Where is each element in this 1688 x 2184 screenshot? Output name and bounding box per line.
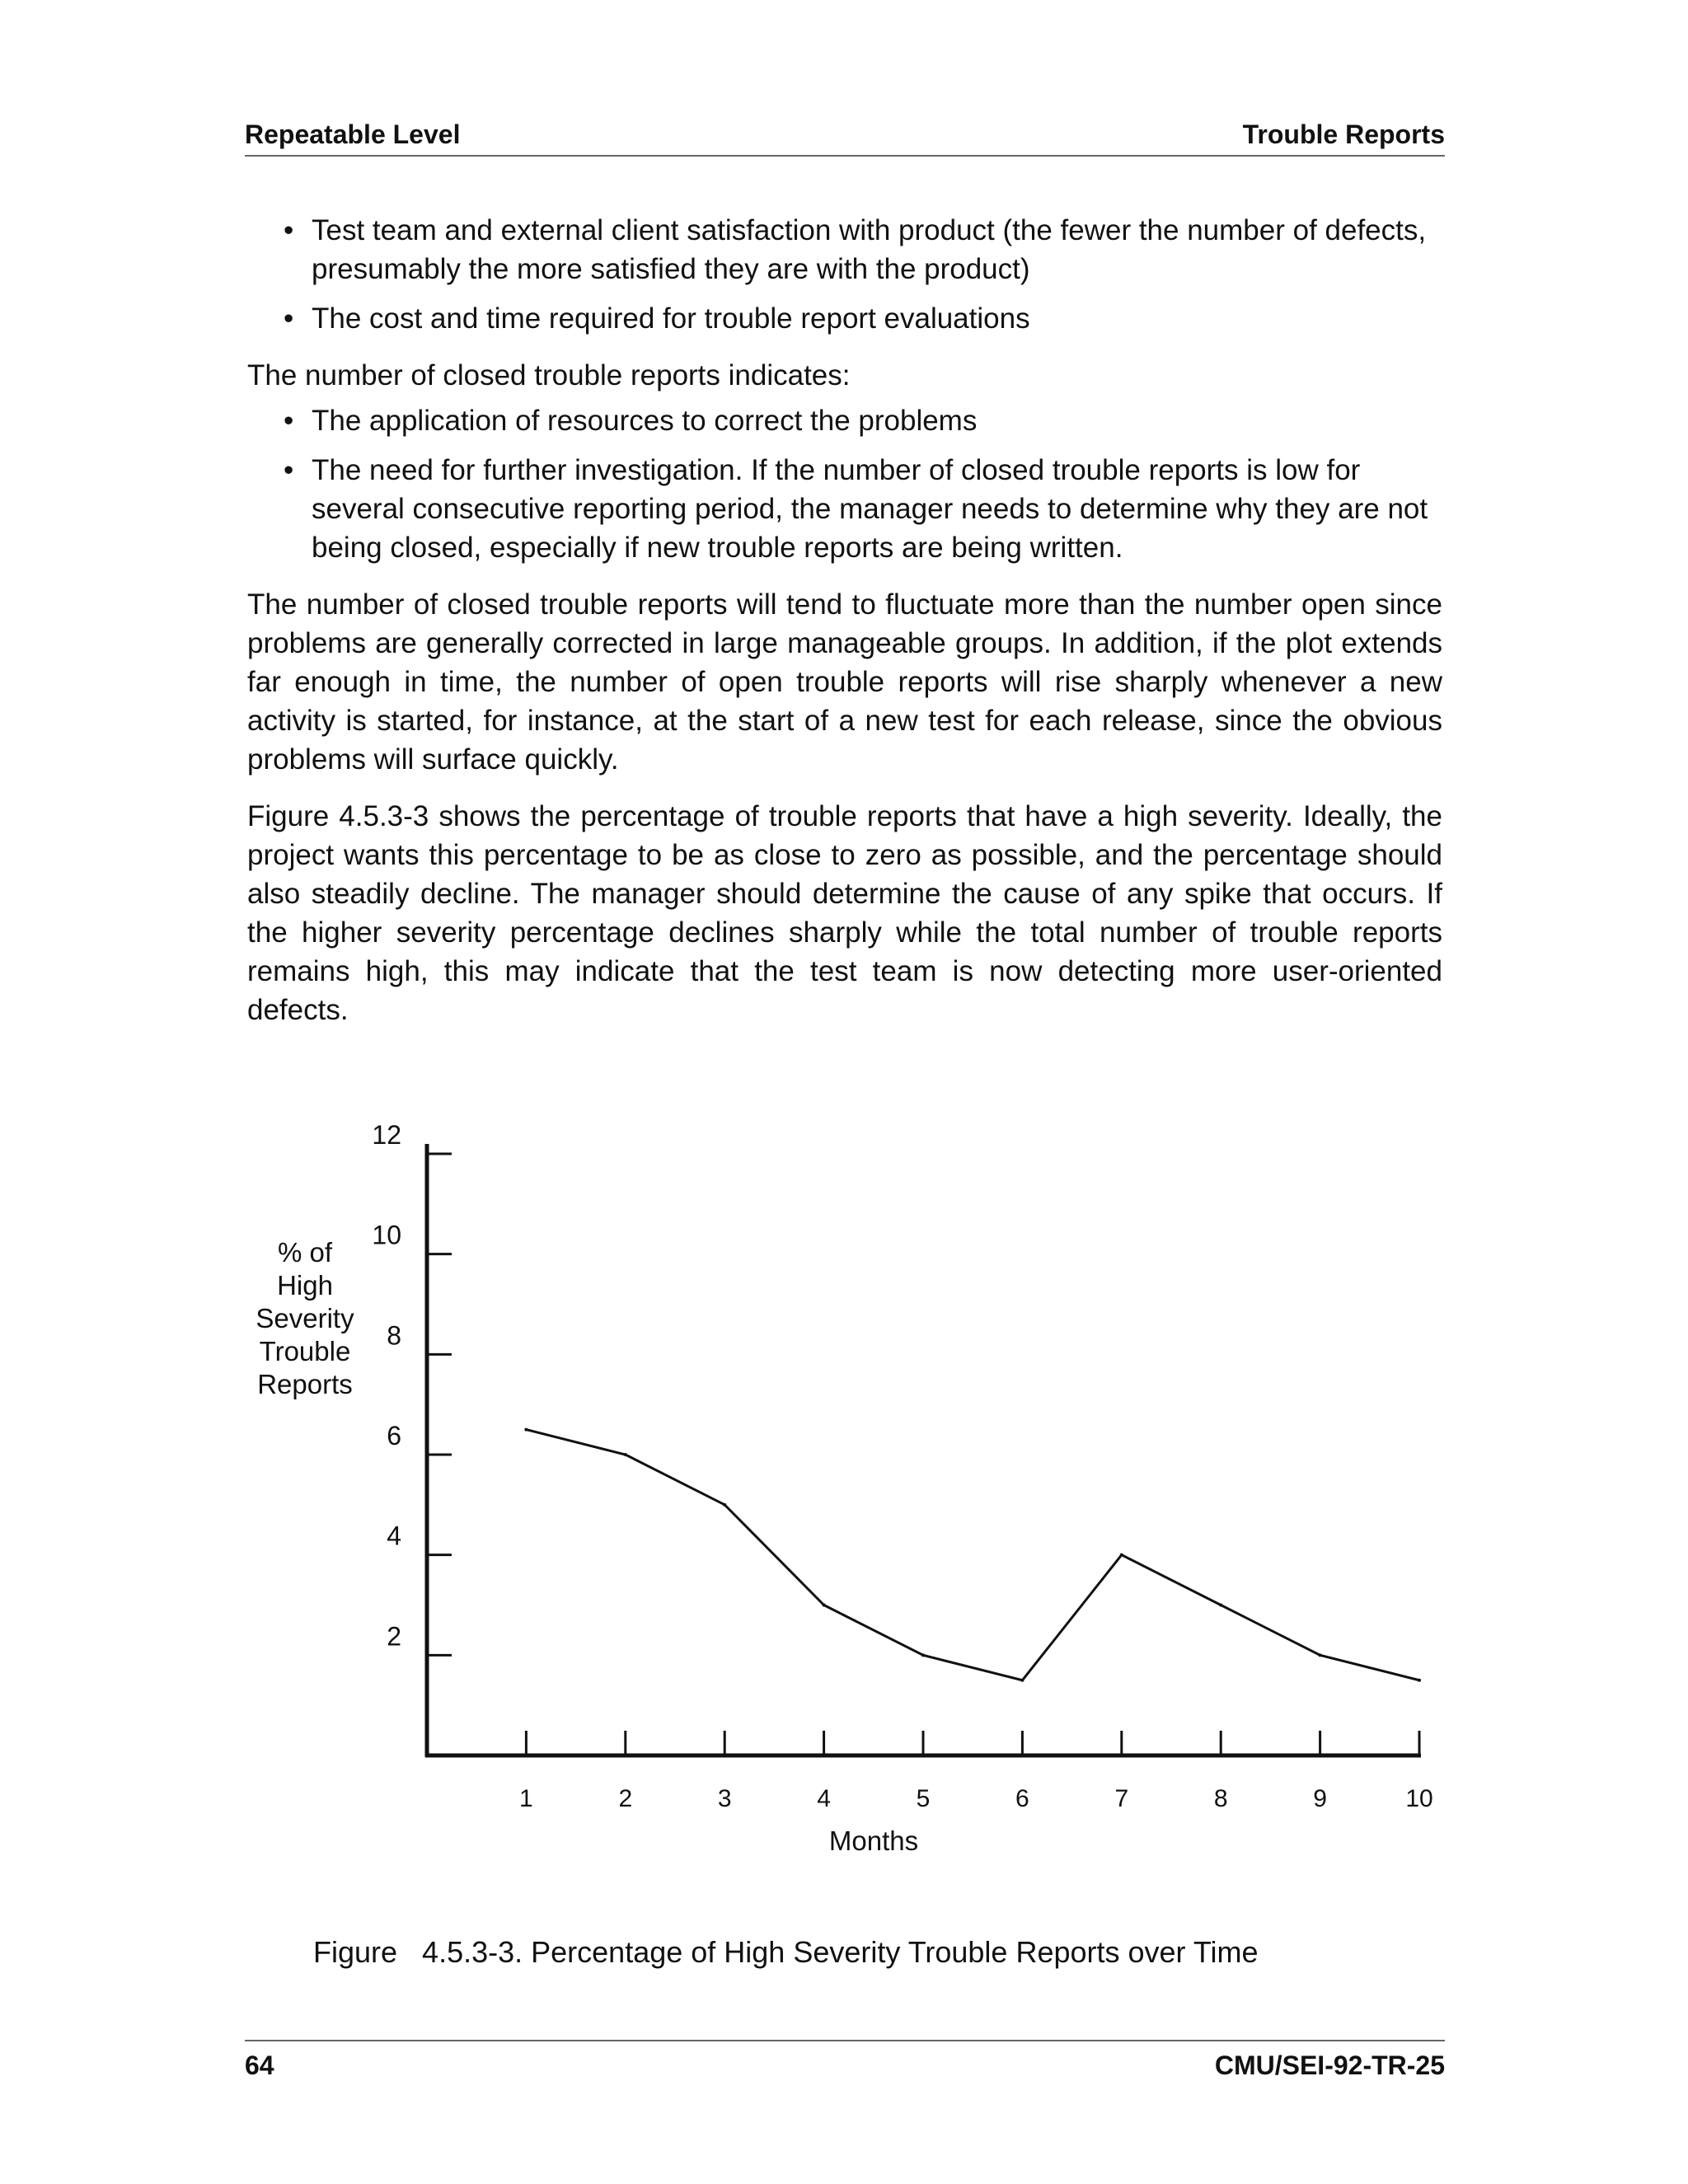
page-number: 64 xyxy=(245,2050,274,2080)
page-footer xyxy=(245,2040,1445,2081)
x-tick-label: 6 xyxy=(1015,1785,1029,1812)
closed-intro: The number of closed trouble reports indicates: xyxy=(247,359,851,391)
x-tick-label: 8 xyxy=(1213,1785,1228,1812)
data-point xyxy=(723,1503,726,1507)
document-id: CMU/SEI-92-TR-25 xyxy=(1214,2050,1445,2080)
list-item: • Test team and external client satisfaction with product (the fewer the number of defects, presumably the more satisfied they are with the product) xyxy=(247,211,1442,288)
x-axis-label: Months xyxy=(828,1825,919,1856)
header-chapter-title: Trouble Reports xyxy=(1242,120,1445,149)
data-point xyxy=(1020,1679,1024,1682)
data-point xyxy=(921,1653,925,1657)
figure-caption: Figure 4.5.3-3. Percentage of High Severity Trouble Reports over Time xyxy=(313,1935,1259,1969)
x-tick-label: 9 xyxy=(1313,1785,1327,1812)
list-item: • The application of resources to correct the problems xyxy=(247,401,1442,440)
data-point xyxy=(624,1453,627,1456)
x-tick-label: 3 xyxy=(717,1785,732,1812)
x-tick-label: 2 xyxy=(618,1785,633,1812)
header-section-title: Repeatable Level xyxy=(245,120,461,149)
x-tick-label: 4 xyxy=(817,1785,831,1812)
data-point xyxy=(524,1428,528,1432)
page-header xyxy=(245,120,1445,157)
x-tick-label: 10 xyxy=(1405,1785,1433,1812)
x-tick-label: 7 xyxy=(1114,1785,1129,1812)
list-item: • The need for further investigation. If the number of closed trouble reports is low for several consecutive reporting period, the manager needs to determine why they are not being closed, especially if new trouble reports are being written. xyxy=(247,451,1442,567)
y-tick-label: 8 xyxy=(387,1320,401,1351)
y-tick-label: 4 xyxy=(387,1521,401,1551)
body-text xyxy=(247,211,1442,1043)
bullet-list-1 xyxy=(247,211,1442,338)
x-tick-label: 5 xyxy=(916,1785,931,1812)
y-tick-label: 12 xyxy=(372,1120,401,1150)
data-point xyxy=(1319,1653,1322,1657)
list-item: • The cost and time required for trouble report evaluations xyxy=(247,299,1442,338)
data-point xyxy=(823,1604,826,1607)
data-point xyxy=(1418,1679,1421,1682)
bullet-list-2 xyxy=(247,401,1442,567)
x-tick-label: 1 xyxy=(519,1785,533,1812)
series-line xyxy=(526,1430,1419,1680)
paragraph-figure-description: Figure 4.5.3-3 shows the percentage of trouble reports that have a high severity. Ideally, the project wants this percentage to be as close to zero as possible, and the percentage should also steadily decline. The manager should determine the cause of any spike that occurs. If the higher severity percentage declines sharply while the total number of trouble reports remains high, this may indicate that the test team is now detecting more user-oriented defects. xyxy=(247,800,1442,1026)
y-axis-label: % of High Severity Trouble Reports xyxy=(256,1237,354,1399)
y-tick-label: 6 xyxy=(387,1421,401,1451)
y-tick-label: 2 xyxy=(387,1621,401,1652)
paragraph-fluctuate: The number of closed trouble reports will tend to fluctuate more than the number open since problems are generally corrected in large manageable groups. In addition, if the plot extends far enough in time, the number of open trouble reports will rise sharply whenever a new activity is started, for instance, at the start of a new test for each release, since the obvious problems will surface quickly. xyxy=(247,588,1442,776)
data-point xyxy=(1219,1604,1222,1607)
data-point xyxy=(1120,1554,1123,1557)
y-tick-label: 10 xyxy=(372,1220,401,1250)
